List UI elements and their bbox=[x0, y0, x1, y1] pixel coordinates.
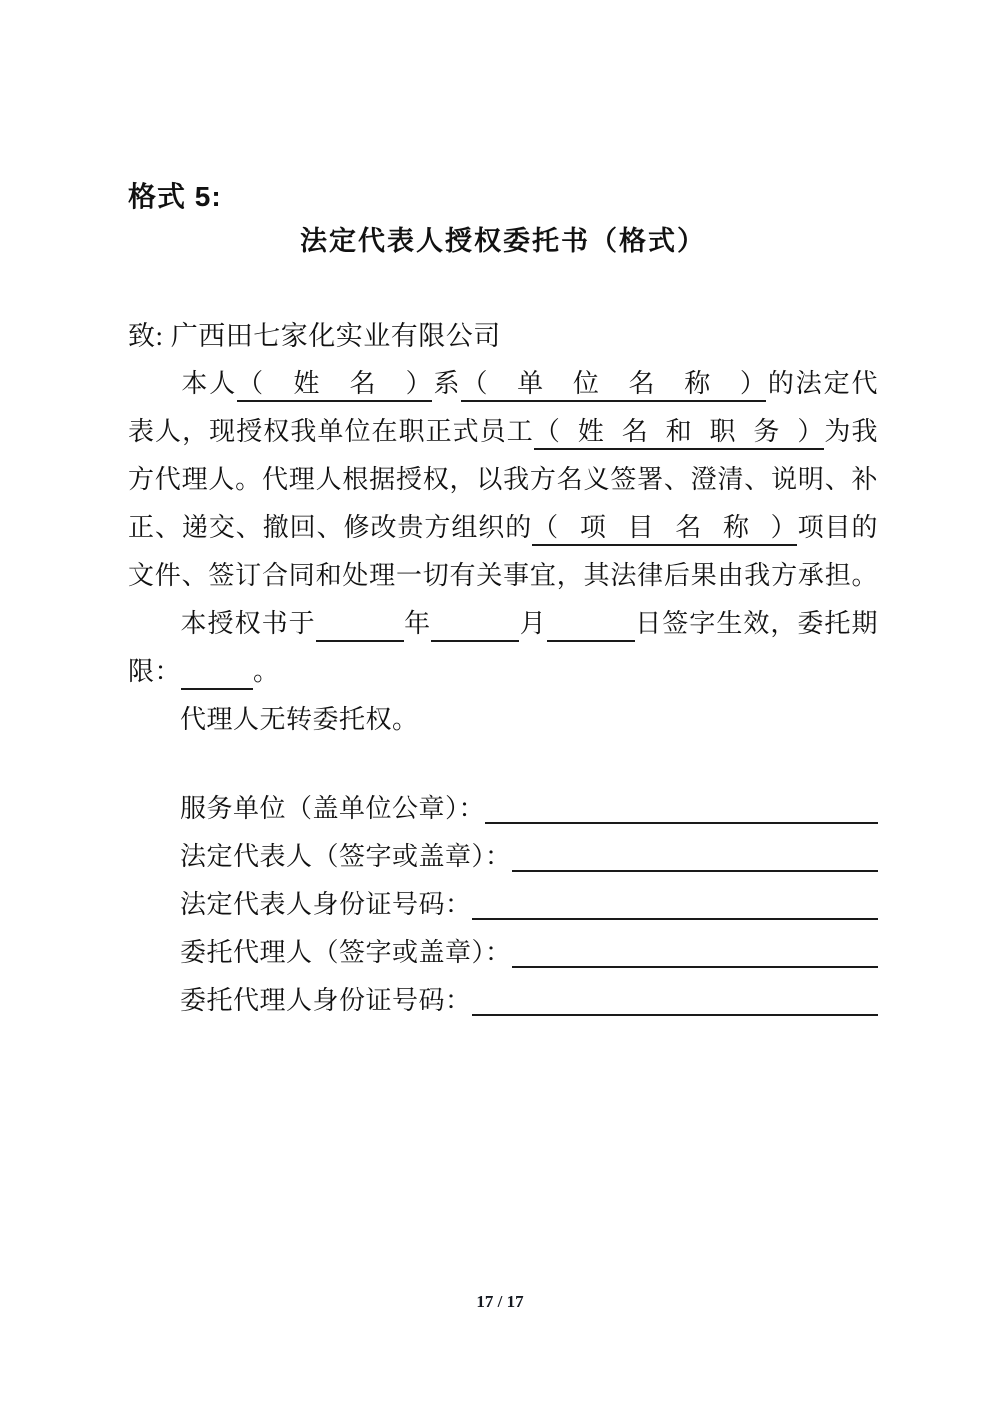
document-body bbox=[128, 312, 878, 1025]
year-blank bbox=[316, 606, 404, 642]
body-line-6 bbox=[128, 600, 878, 648]
signature-label: 服务单位（盖单位公章）： bbox=[180, 794, 486, 823]
body-text: 为我 bbox=[823, 417, 878, 446]
duration-blank bbox=[181, 654, 253, 690]
body-line-1 bbox=[128, 360, 878, 408]
format-label: 格式 5: bbox=[128, 181, 222, 212]
recipient-prefix: 致: bbox=[128, 321, 171, 351]
signature-label: 委托代理人（签字或盖章）： bbox=[180, 938, 512, 967]
body-text: 年 bbox=[403, 609, 432, 638]
name-blank: （姓名） bbox=[237, 366, 432, 402]
body-line-5: 文件、签订合同和处理一切有关事宜，其法律后果由我方承担。 bbox=[128, 561, 878, 590]
body-line-3: 方代理人。代理人根据授权，以我方名义签署、澄清、说明、补 bbox=[128, 465, 878, 494]
project-name-blank: （项目名称） bbox=[532, 510, 797, 546]
body-line-2 bbox=[128, 408, 878, 456]
signature-row-legal-rep-sign bbox=[128, 833, 878, 881]
signature-row-agent-id bbox=[128, 977, 878, 1025]
paragraph-indent bbox=[128, 881, 180, 929]
body-text: 。 bbox=[253, 657, 280, 686]
signature-label: 委托代理人身份证号码： bbox=[180, 986, 472, 1015]
signature-line bbox=[512, 929, 878, 968]
org-name-blank: （单位名称） bbox=[461, 366, 766, 402]
body-text: 的法定代 bbox=[766, 369, 878, 398]
month-blank bbox=[431, 606, 519, 642]
body-line-7 bbox=[128, 648, 878, 696]
paragraph-indent bbox=[128, 833, 180, 881]
body-text: 代理人无转委托权。 bbox=[180, 705, 419, 734]
document-title: 法定代表人授权委托书（格式） bbox=[300, 226, 706, 256]
body-text: 系 bbox=[432, 369, 462, 398]
body-text: 限： bbox=[128, 657, 182, 686]
paragraph-indent bbox=[128, 977, 180, 1025]
body-line-8 bbox=[128, 696, 878, 744]
body-text: 本人 bbox=[180, 369, 238, 398]
signature-line bbox=[472, 977, 878, 1016]
page-number: 17 / 17 bbox=[476, 1292, 524, 1311]
signature-block bbox=[128, 785, 878, 1025]
recipient-name: 广西田七家化实业有限公司 bbox=[170, 321, 501, 351]
signature-label: 法定代表人（签字或盖章）： bbox=[180, 842, 512, 871]
paragraph-indent bbox=[128, 785, 180, 833]
signature-row-legal-rep-id bbox=[128, 881, 878, 929]
signature-row-service-unit bbox=[128, 785, 878, 833]
body-text: 项目的 bbox=[797, 513, 878, 542]
signature-line bbox=[472, 881, 878, 920]
signature-line bbox=[485, 785, 878, 824]
body-text: 正、递交、撤回、修改贵方组织的 bbox=[128, 513, 533, 542]
recipient-line bbox=[128, 312, 878, 360]
body-text: 日签字生效，委托期 bbox=[634, 609, 878, 638]
body-line-4 bbox=[128, 504, 878, 552]
body-text: 本授权书于 bbox=[180, 609, 316, 638]
signature-label: 法定代表人身份证号码： bbox=[180, 890, 472, 919]
day-blank bbox=[547, 606, 635, 642]
name-and-title-blank: （姓名和职务） bbox=[534, 414, 824, 450]
signature-line bbox=[512, 833, 878, 872]
body-text: 表人，现授权我单位在职正式员工 bbox=[128, 417, 534, 446]
paragraph-indent bbox=[128, 929, 180, 977]
signature-row-agent-sign bbox=[128, 929, 878, 977]
body-text: 月 bbox=[519, 609, 547, 638]
